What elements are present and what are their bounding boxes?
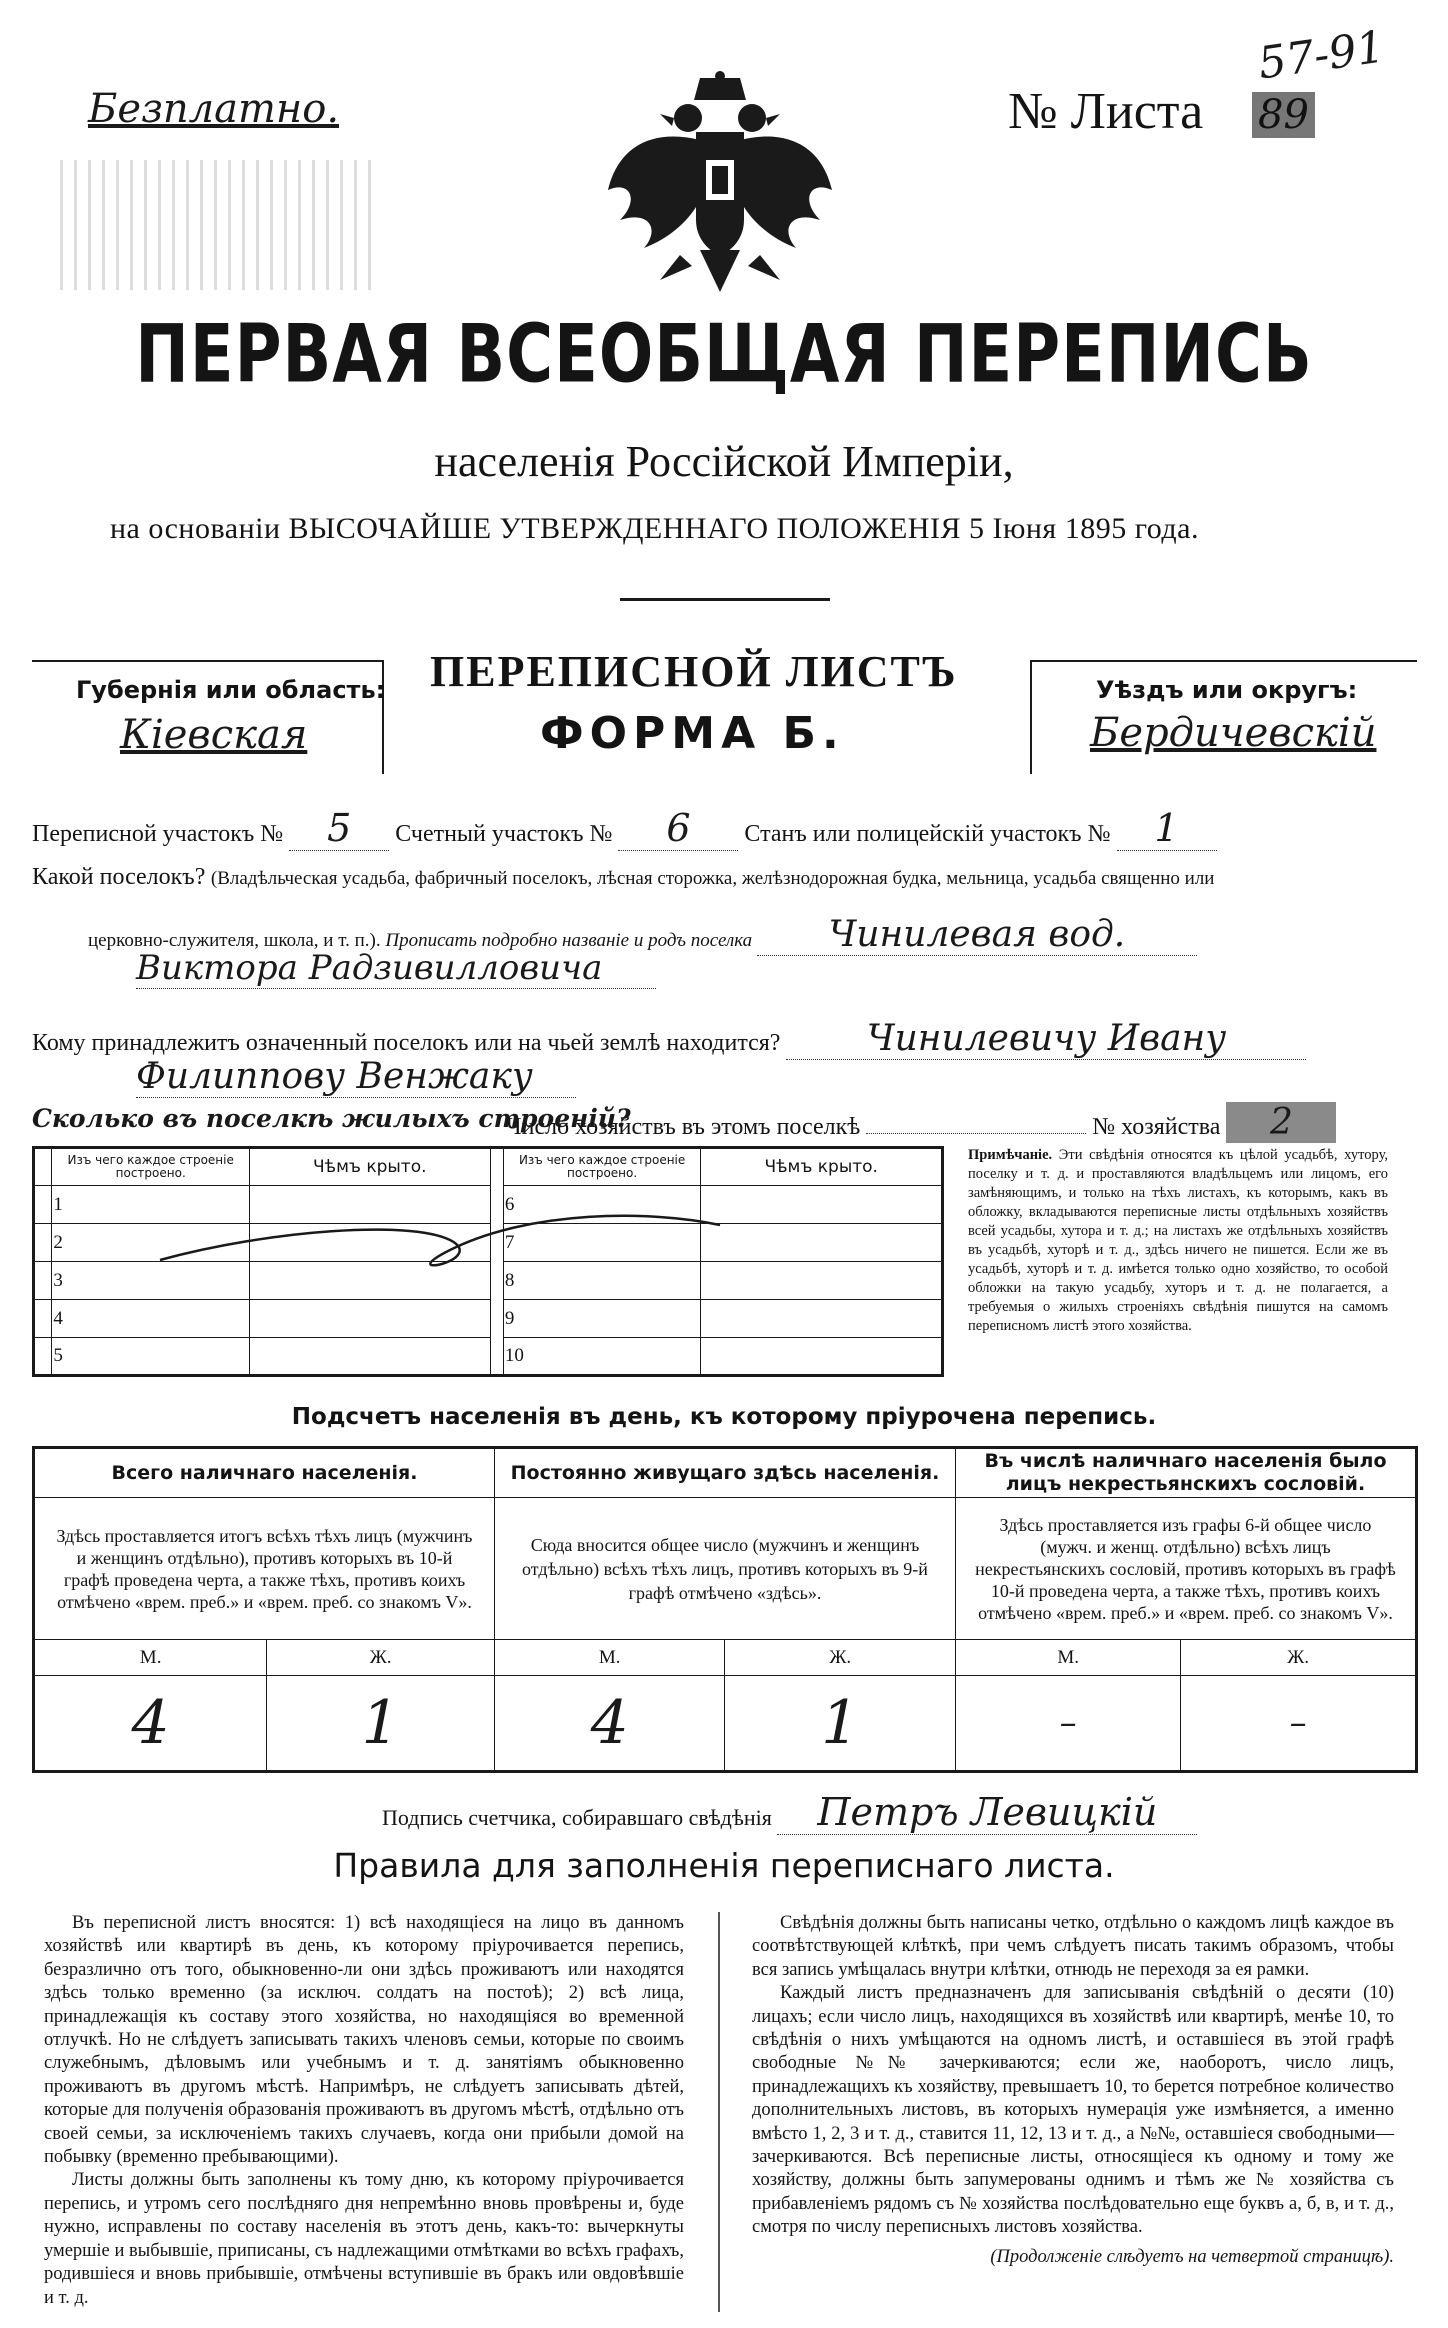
- households-value[interactable]: [866, 1133, 1086, 1134]
- settlement-row: [32, 864, 1214, 891]
- signature-value[interactable]: Петръ Левицкій: [777, 1790, 1197, 1835]
- material-header-right: Изъ чего каждое строеніе построено.: [503, 1148, 701, 1186]
- household-no-label: № хозяйства: [1092, 1114, 1221, 1140]
- roof-header-right: Чѣмъ крыто.: [701, 1148, 943, 1186]
- roof-cell-9[interactable]: [701, 1300, 943, 1338]
- province-value: Кіевская: [120, 712, 308, 758]
- roof-header-left: Чѣмъ крыто.: [249, 1148, 490, 1186]
- col1-male-label: М.: [34, 1640, 267, 1676]
- settlement-hint: (Владѣльческая усадьба, фабричный поселокъ, лѣсная сторожка, желѣзнодорожная будка, мельница, усадьба священно или: [210, 868, 1215, 889]
- main-title: ПЕРВАЯ ВСЕОБЩАЯ ПЕРЕПИСЬ: [135, 308, 1313, 402]
- col3-male-label: М.: [955, 1640, 1180, 1676]
- col2-female-label: Ж.: [725, 1640, 956, 1676]
- population-col2-head: Постоянно живущаго здѣсь населенія.: [494, 1448, 955, 1498]
- building-row-9[interactable]: 9: [503, 1300, 701, 1338]
- settlement-hint-3: Прописать подробно названіе и родъ поселка: [385, 930, 753, 951]
- form-name: ПЕРЕПИСНОЙ ЛИСТЪ: [430, 647, 958, 696]
- rules-right-paragraph-1: Свѣдѣнія должны быть написаны четко, отдѣльно о каждомъ лицѣ каждое въ соотвѣтствующей клѣткѣ, при чемъ слѣдуетъ писать такимъ образомъ, чтобы вся запись умѣщалась внутри клѣтки, отнюдь не переходя за ея рамки.: [752, 1913, 1394, 1980]
- rules-left-column: [44, 1912, 684, 2310]
- rules-left-paragraph-2: Листы должны быть заполнены къ тому дню, къ которому пріурочивается перепись, и утромъ сего послѣдняго дня непремѣнно вновь провѣрены и, буде нужно, исправлены по составу населенія въ этотъ день, какъ-то: вычеркнуты умершіе и выбывшіе, приписаны, съ надлежащими отмѣтками во всѣхъ графахъ, родившіеся и вновь прибывшіе, отмѣчены вступившіе въ бракъ или овдовѣвшіе и т. д.: [44, 2170, 684, 2308]
- faint-stamp: [60, 160, 380, 290]
- settlement-label: Какой поселокъ?: [32, 864, 206, 890]
- building-row-7[interactable]: 7: [503, 1224, 701, 1262]
- corner-number: 57-91: [1255, 21, 1388, 90]
- roof-cell-6[interactable]: [701, 1186, 943, 1224]
- building-row-5[interactable]: 5: [52, 1338, 250, 1376]
- station-label: Станъ или полицейскій участокъ №: [744, 821, 1111, 847]
- roof-cell-4[interactable]: [249, 1300, 490, 1338]
- col3-male-value[interactable]: –: [955, 1676, 1180, 1772]
- building-row-4[interactable]: 4: [52, 1300, 250, 1338]
- building-row-6[interactable]: 6: [503, 1186, 701, 1224]
- buildings-label: Сколько въ поселкѣ жилыхъ строеній?: [32, 1104, 631, 1133]
- household-no-value[interactable]: 2: [1226, 1102, 1336, 1143]
- form-variant: ФОРМА Б.: [540, 708, 845, 759]
- rules-title: Правила для заполненія переписнаго листа.: [333, 1846, 1115, 1885]
- owner-label: Кому принадлежитъ означенный поселокъ или на чьей землѣ находится?: [32, 1030, 781, 1056]
- owner-value-2[interactable]: Филиппову Венжаку: [136, 1056, 576, 1098]
- col2-male-label: М.: [494, 1640, 725, 1676]
- col1-female-value[interactable]: 1: [267, 1676, 495, 1772]
- col1-male-value[interactable]: 4: [34, 1676, 267, 1772]
- material-header-left: Изъ чего каждое строеніе построено.: [52, 1148, 250, 1186]
- province-label: Губернія или область:: [76, 676, 386, 704]
- roof-cell-10[interactable]: [701, 1338, 943, 1376]
- roof-cell-5[interactable]: [249, 1338, 490, 1376]
- population-title: Подсчетъ населенія въ день, къ которому пріурочена перепись.: [291, 1404, 1157, 1430]
- households-label: Число хозяйствъ въ этомъ поселкѣ: [506, 1114, 861, 1140]
- free-label: Безплатно.: [88, 86, 340, 132]
- settlement-value-2[interactable]: Виктора Радзивилловича: [136, 948, 656, 989]
- building-row-2[interactable]: 2: [52, 1224, 250, 1262]
- count-area-value[interactable]: 6: [618, 806, 738, 851]
- column-divider: [718, 1912, 720, 2312]
- double-headed-eagle-emblem: [600, 70, 840, 300]
- population-col1-head: Всего наличнаго населенія.: [34, 1448, 495, 1498]
- rules-left-paragraph-1: Въ переписной листъ вносятся: 1) всѣ находящіеся на лицо въ данномъ хозяйствѣ или квартирѣ въ день, къ которому пріурочивается перепись, безразлично отъ того, обыкновенно-ли они здѣсь проживаютъ или находятся здѣсь только временно (за исключ. солдатъ на постоѣ); 2) всѣ лица, принадлежащія къ составу этого хозяйства, но находящіяся во временной отлучкѣ. Но не слѣдуетъ записывать такихъ членовъ семьи, которые по своимъ служебнымъ, дѣловымъ или учебнымъ и т. д. занятіямъ обыкновенно проживаютъ въ другомъ мѣстѣ. Напримѣръ, не слѣдуетъ записывать дѣтей, которые для полученія образованія проживаютъ въ другомъ мѣстѣ, отдѣльно отъ своей семьи, за исключеніемъ такихъ случаевъ, когда они прибыли домой на побывку (временно пребывающими).: [44, 1913, 684, 2168]
- note-title: Примѣчаніе.: [968, 1147, 1053, 1163]
- sheet-number-value: 89: [1252, 92, 1315, 138]
- owner-value[interactable]: Чинилевичу Ивану: [786, 1018, 1306, 1060]
- note: [968, 1146, 1388, 1336]
- rules-right-paragraph-2: Каждый листъ предназначенъ для записыванія свѣдѣній о десяти (10) лицахъ; если число лицъ, находящихся въ хозяйствѣ или квартирѣ, менѣе 10, то свѣдѣнія о нихъ умѣщаются на одномъ листѣ, и оставшіеся въ этой графѣ свободные №№ зачеркиваются; если же, наоборотъ, число лицъ, принадлежащихъ къ хозяйству, превышаетъ 10, то берется потребное количество дополнительныхъ листовъ, въ которыхъ нумерація уже измѣняется, а именно вмѣсто 1, 2, 3 и т. д., ставится 11, 12, 13 и т. д., а №№, оставшіеся свободными—зачеркиваются. Всѣ переписные листы, относящіеся къ одному и тому же хозяйству, должны быть запумерованы однимъ и тѣмъ же № хозяйства съ прибавленіемъ рядомъ съ № хозяйства послѣдовательно еще буквъ а, б, в, и т. д., смотря по числу переписныхъ листовъ хозяйства.: [752, 1983, 1394, 2238]
- count-area-label: Счетный участокъ №: [395, 821, 613, 847]
- building-row-1[interactable]: 1: [52, 1186, 250, 1224]
- settlement-value[interactable]: Чинилевая вод.: [757, 914, 1197, 956]
- col2-male-value[interactable]: 4: [494, 1676, 725, 1772]
- building-row-8[interactable]: 8: [503, 1262, 701, 1300]
- census-area-label: Переписной участокъ №: [32, 821, 284, 847]
- population-col3-head: Въ числѣ наличнаго населенія было лицъ некрестьянскихъ сословій.: [955, 1448, 1416, 1498]
- building-row-3[interactable]: 3: [52, 1262, 250, 1300]
- note-text: Эти свѣдѣнія относятся къ цѣлой усадьбѣ, хутору, поселку и т. д. и проставляются владѣльцемъ или лицомъ, его замѣняющимъ, и только на тѣхъ листахъ, къ которымъ, какъ въ обложку, вкладываются переписные листы отдѣльныхъ хозяйствъ всей усадьбы, хутора и т. д.; на листахъ же отдѣльныхъ хозяйствъ въ усадьбѣ, хуторѣ и т. д., здѣсь ничего не пишется. Если же въ усадьбѣ, хуторѣ и т. д. имѣется только одно хозяйство, то особой обложки на такую усадьбу, хуторъ и т. д. не полагается, а требуемыя о жилыхъ строеніяхъ свѣдѣнія пишутся на самомъ переписномъ листѣ этого хозяйства.: [968, 1147, 1389, 1334]
- census-area-value[interactable]: 5: [289, 806, 389, 851]
- col3-female-label: Ж.: [1181, 1640, 1417, 1676]
- divider: [620, 598, 830, 601]
- rules-right-column: [752, 1912, 1394, 2269]
- col2-female-value[interactable]: 1: [725, 1676, 956, 1772]
- sheet-number-label: № Листа: [1008, 83, 1204, 140]
- col1-female-label: Ж.: [267, 1640, 495, 1676]
- population-col2-text: Сюда вносится общее число (мужчинъ и женщинъ отдѣльно) всѣхъ тѣхъ лицъ, противъ которыхъ въ 9-й графѣ отмѣчено «здѣсь».: [494, 1498, 955, 1640]
- building-row-10[interactable]: 10: [503, 1338, 701, 1376]
- basis-line: на основаніи ВЫСОЧАЙШЕ УТВЕРЖДЕННАГО ПОЛОЖЕНІЯ 5 Іюня 1895 года.: [110, 512, 1199, 545]
- population-col3-text: Здѣсь проставляется изъ графы 6-й общее число (мужч. и женщ. отдѣльно) всѣхъ лицъ некрестьянскихъ сословій, противъ которыхъ въ графѣ 10-й проведена черта, а также тѣхъ, противъ коихъ отмѣчено «врем. преб.» и «врем. преб. со знакомъ V».: [955, 1498, 1416, 1640]
- population-table: [32, 1446, 1418, 1773]
- station-value[interactable]: 1: [1117, 806, 1217, 851]
- signature-row: [382, 1790, 1197, 1835]
- cross-out-mark: [150, 1190, 730, 1300]
- census-area-row: [32, 806, 1217, 851]
- owner-row: [32, 1018, 1306, 1060]
- signature-label: Подпись счетчика, собиравшаго свѣдѣнія: [382, 1805, 772, 1830]
- population-col1-text: Здѣсь проставляется итогъ всѣхъ тѣхъ лицъ (мужчинъ и женщинъ отдѣльно), противъ которыхъ въ 10-й графѣ проведена черта, а также тѣхъ, противъ коихъ отмѣчено «врем. преб.» и «врем. преб. со знакомъ V».: [34, 1498, 495, 1640]
- col3-female-value[interactable]: –: [1181, 1676, 1417, 1772]
- district-label: Уѣздъ или округъ:: [1096, 676, 1358, 704]
- rules-continued: (Продолженіе слѣдуетъ на четвертой страницѣ).: [990, 2246, 1394, 2267]
- subtitle: населенія Россійской Имперіи,: [434, 437, 1014, 486]
- settlement-hint-2: церковно-служителя, школа, и т. п.).: [88, 930, 381, 951]
- roof-cell-8[interactable]: [701, 1262, 943, 1300]
- district-value: Бердичевскій: [1090, 710, 1377, 756]
- roof-cell-7[interactable]: [701, 1224, 943, 1262]
